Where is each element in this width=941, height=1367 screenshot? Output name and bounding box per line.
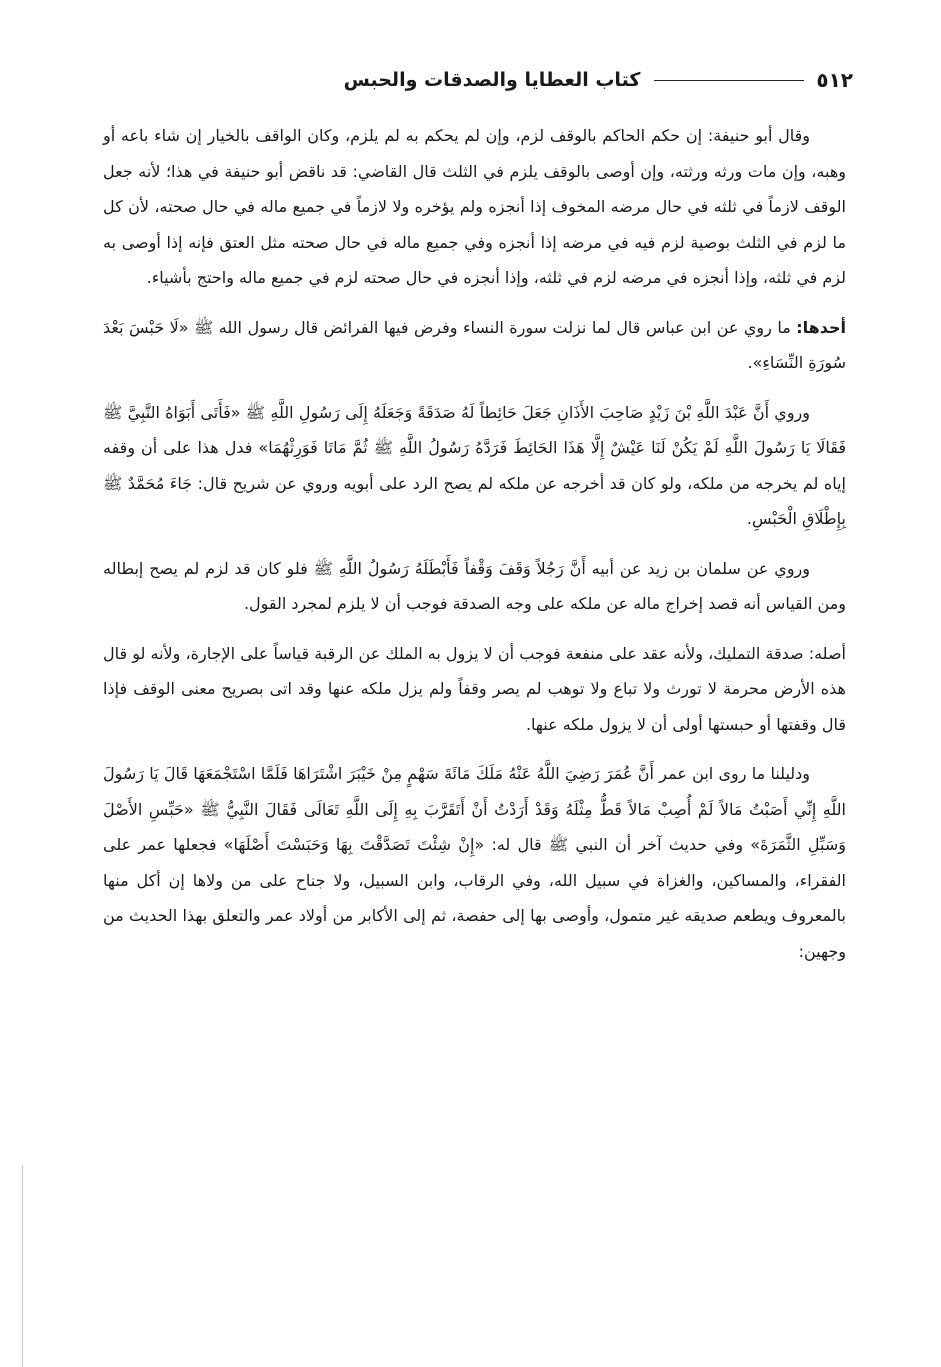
paragraph-text: أصله: صدقة التمليك، ولأنه عقد على منفعة فوجب أن لا يزول به الملك عن الرقبة قياساً على الإجارة، ولأنه لو قال هذه الأرض محرمة لا تورث ولا تباع ولا توهب لم يصر وقفاً ولم يزل ملكه عنها وقد اتى بصريح معنى الوقف فإذا قال وقفتها أو حبستها أولى أن لا يزول ملكه عنها. <box>103 643 846 734</box>
page-number: ٥١٢ <box>816 68 853 92</box>
paragraph-text: وقال أبو حنيفة: إن حكم الحاكم بالوقف لزم، وإن لم يحكم به لم يلزم، وكان الواقف بالخيار إن شاء باعه أو وهبه، وإن مات ورثه ورثته، وإن أوصى بالوقف يلزم في الثلث قال القاضي: قد ناقض أبو حنيفة في هذا؛ لأنه جعل الوقف لازماً في ثلثه في حال مرضه المخوف إذا أنجزه ولم يؤخره ولا لازماً في جميع ماله في حال صحته، لأن كل ما لزم في الثلث بوصية لزم فيه في مرضه إذا أنجزه وفي جميع ماله في حال صحته مثل العتق فإنه إذا أوصى به لزم في ثلثه، وإذا أنجزه في مرضه لزم في ثلثه، وإذا أنجزه في حال صحته لزم في جميع ماله واحتج بأشياء. <box>103 126 846 287</box>
paragraph-text: ودليلنا ما روى ابن عمر أَنَّ عُمَرَ رَضِيَ اللَّهُ عَنْهُ مَلَكَ مَائَةَ سَهْمٍ مِنْ خَيْبَرَ اشْتَرَاهَا فَلَمَّا اسْتَجْمَعَهَا قَالَ يَا رَسُولَ اللَّهِ إِنِّي أَصَبْتُ مَالاً لَمْ أُصِبْ مَالاً قَطُّ مِثْلَهُ وَقَدْ أَرَدْتُ أَنْ أَتَقَرَّبَ بِهِ إِلَى اللَّهِ تَعَالَى فَقَالَ النَّبِيُّ ﷺ «حَبِّسِ الأَصْلَ وَسَبِّلِ الثَّمَرَةَ» وفي حديث آخر أن النبي ﷺ قال له: «إِنْ شِئْتَ تَصَدَّقْتَ بِهَا وَحَبَسْتَ أَصْلَهَا» فجعلها عمر على الفقراء، والمساكين، والغزاة في سبيل الله، وفي الرقاب، وابن السبيل، ولا جناح على من ولاها إن أكل منها بالمعروف ويطعم صديقه غير متمول، وأوصى بها إلى حفصة، ثم إلى الأكابر من أولاد عمر والتعلق بهذا الحديث من وجهين: <box>103 764 846 961</box>
paragraph-text: ما روي عن ابن عباس قال لما نزلت سورة النساء وفرض فيها الفرائض قال رسول الله ﷺ «لَا حَبْسَ بَعْدَ سُورَةِ النِّسَاءِ». <box>103 317 846 372</box>
paragraph <box>103 118 846 296</box>
scan-edge-line <box>22 1165 23 1367</box>
paragraph <box>103 756 846 969</box>
paragraph <box>103 551 846 622</box>
body-text <box>103 118 846 983</box>
paragraph <box>103 636 846 743</box>
header-rule <box>654 80 804 81</box>
paragraph-text: وروي عن سلمان بن زيد عن أبيه أَنَّ رَجُلاً وَقَفَ وَقْفاً فَأَبْطَلَهُ رَسُولُ اللَّهِ ﷺ فلو كان قد لزم لم يصح إبطاله ومن القياس أنه قصد إخراج ماله عن ملكه على وجه الصدقة فوجب أن لا يلزم لمجرد القول. <box>103 558 846 613</box>
running-title: كتاب العطايا والصدقات والحبس <box>343 69 641 91</box>
paragraph-lead: أحدها: <box>796 317 846 337</box>
page-header <box>88 60 853 100</box>
paragraph-text: وروي أَنَّ عَبْدَ اللَّهِ بْنَ زَيْدٍ صَاحِبَ الأَذَانِ جَعَلَ حَائِطاً لَهُ صَدَقَةً وَجَعَلَهُ إِلَى رَسُولِ اللَّهِ ﷺ «فَأَتَى أَبَوَاهُ النَّبِيَّ ﷺ فَقَالَا يَا رَسُولَ اللَّهِ لَمْ يَكُنْ لَنَا عَيْشٌ إِلَّا هَذَا الحَائِطَ فَرَدَّهُ رَسُولُ اللَّهِ ﷺ ثُمَّ مَاتَا فَوَرِثْهُمَا» فدل هذا على أن وقفه إياه لم يخرجه من ملكه، ولو كان قد أخرجه عن ملكه لم يصح الرد على أبويه وروي عن شريح قال: جَاءَ مُحَمَّدٌ ﷺ بِإِطْلَاقِ الْحَبْسِ. <box>103 402 846 528</box>
paragraph <box>103 395 846 537</box>
paragraph <box>103 310 846 381</box>
